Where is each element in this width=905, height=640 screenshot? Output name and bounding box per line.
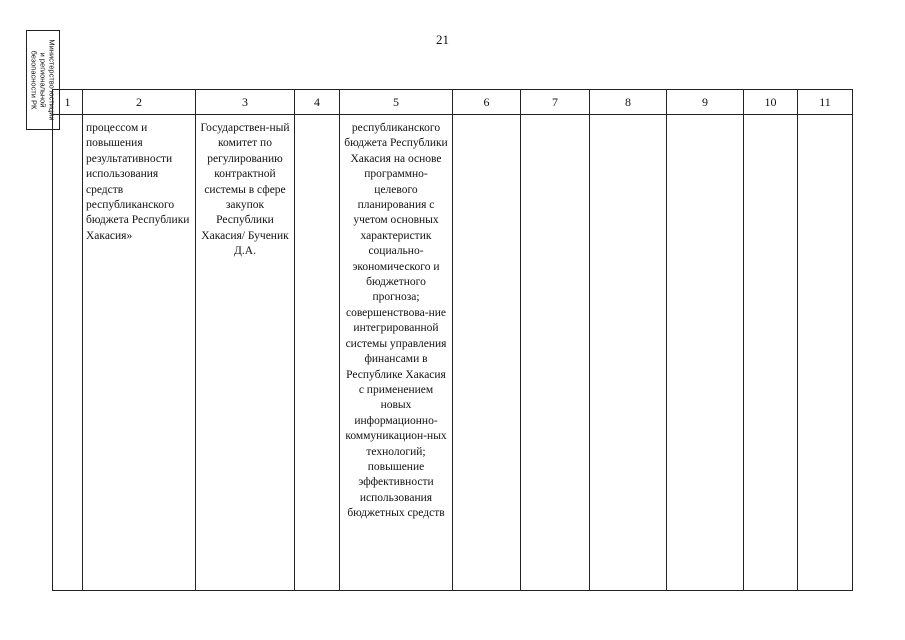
column-header: 10 [744, 90, 798, 115]
column-header: 2 [83, 90, 196, 115]
cell-text: республиканского бюджета Республики Хакасия на основе программно-целевого планирования с учетом основных характеристик социально-экономического и бюджетного прогноза; совершенствова-ние интегрированной системы управления финансами в Республике Хакасия с применением новых информационно-коммуникацион-ных технологий; повышение эффективности использования бюджетных средств [344, 122, 448, 520]
cell-text: Государствен-ный комитет по регулированию контрактной системы в сфере закупок Республики Хакасия/ Бученик Д.А. [200, 122, 290, 258]
table-cell [453, 115, 521, 591]
stamp-line: и региональной [38, 52, 48, 108]
table-cell [196, 115, 295, 591]
table-cell [53, 115, 83, 591]
stamp-line: безопасности РК [29, 50, 39, 110]
column-header: 7 [521, 90, 590, 115]
column-header: 6 [453, 90, 521, 115]
column-header: 9 [667, 90, 744, 115]
table-cell [340, 115, 453, 591]
table-cell [521, 115, 590, 591]
column-header: 3 [196, 90, 295, 115]
column-header: 11 [798, 90, 853, 115]
table-cell [667, 115, 744, 591]
stamp-line: Министерство юстиции [47, 39, 57, 121]
column-header: 1 [53, 90, 83, 115]
table-header-row [53, 90, 853, 115]
column-header: 5 [340, 90, 453, 115]
table-cell [83, 115, 196, 591]
table-cell [295, 115, 340, 591]
document-table [52, 89, 853, 591]
table-row [53, 115, 853, 591]
cell-text: процессом и повышения результативности использования средств республиканского бюджета Республики Хакасия» [86, 122, 190, 242]
column-header: 4 [295, 90, 340, 115]
table-cell [798, 115, 853, 591]
page-number: 21 [436, 32, 449, 47]
column-header: 8 [590, 90, 667, 115]
table-cell [744, 115, 798, 591]
table-cell [590, 115, 667, 591]
